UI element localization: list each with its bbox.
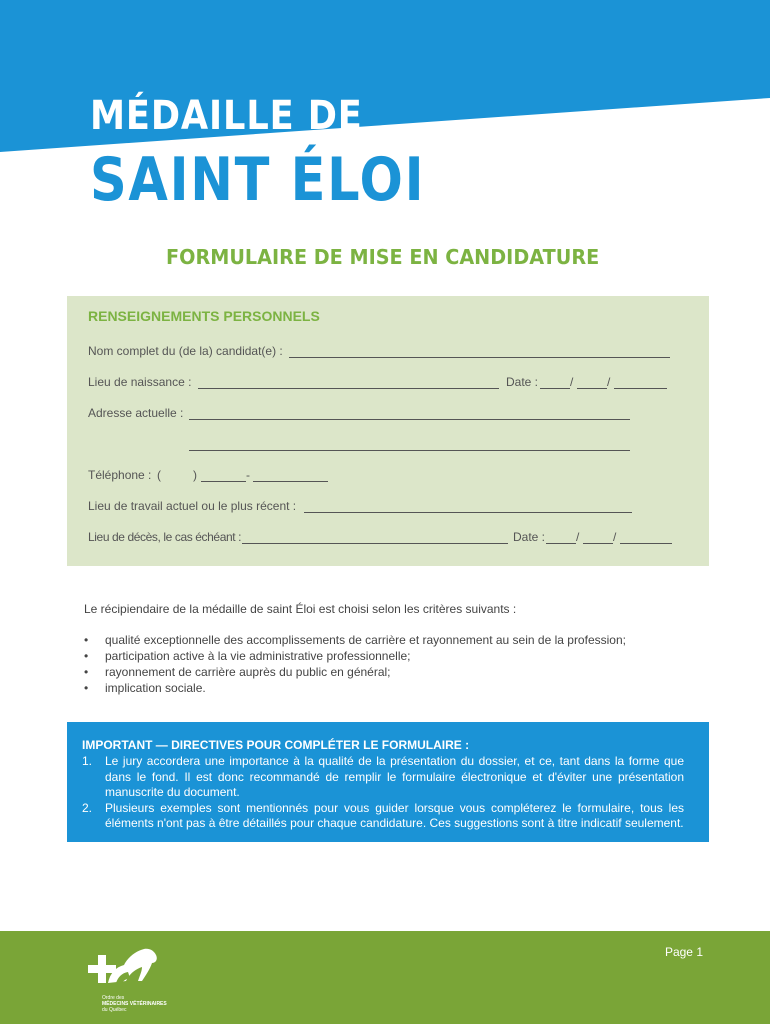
address-label: Adresse actuelle : <box>88 406 184 420</box>
list-item: • participation active à la vie administrative professionnelle; <box>84 648 626 664</box>
phone-dash: - <box>246 468 250 482</box>
birth-date-year-field[interactable] <box>614 388 667 389</box>
date-separator: / <box>576 530 580 544</box>
list-item <box>82 801 684 832</box>
death-place-field[interactable] <box>242 543 508 544</box>
death-date-year-field[interactable] <box>620 543 672 544</box>
list-item <box>82 754 684 801</box>
list-item: • qualité exceptionnelle des accomplissements de carrière et rayonnement au sein de la profession; <box>84 632 626 648</box>
important-directives-box <box>67 722 709 842</box>
logo-line-2: MÉDECINS VÉTÉRINAIRES <box>102 1001 167 1007</box>
full-name-field[interactable] <box>289 357 670 358</box>
workplace-field[interactable] <box>304 512 632 513</box>
item-text: Plusieurs exemples sont mentionnés pour vous guider lorsque vous compléterez le formulaire, tous les éléments n'ont pas à être détaillés pour chaque candidature. Ces suggestions sont à titre indicatif seulement. <box>105 800 684 830</box>
date-separator: / <box>613 530 617 544</box>
list-item: • rayonnement de carrière auprès du public en général; <box>84 664 626 680</box>
item-number: 1. <box>82 754 93 768</box>
date-separator: / <box>570 375 574 389</box>
birth-date-day-field[interactable] <box>540 388 570 389</box>
animal-cross-logo-icon <box>86 945 166 993</box>
phone-area-code-field[interactable] <box>163 481 191 482</box>
criteria-list <box>84 632 626 696</box>
logo-line-3: du Québec <box>102 1007 127 1013</box>
footer <box>0 931 770 1024</box>
death-date-day-field[interactable] <box>546 543 576 544</box>
phone-close-paren: ) <box>193 468 197 482</box>
criteria-intro: Le récipiendaire de la médaille de saint Éloi est choisi selon les critères suivants : <box>84 602 517 616</box>
page-number: Page 1 <box>664 945 703 959</box>
phone-open-paren: ( <box>157 468 161 482</box>
death-date-month-field[interactable] <box>583 543 613 544</box>
birthplace-field[interactable] <box>198 388 499 389</box>
title-line-2: SAINT ÉLOI <box>90 145 426 215</box>
birthplace-label: Lieu de naissance : <box>88 375 192 389</box>
death-date-label: Date : <box>513 530 546 544</box>
phone-number-field[interactable] <box>253 481 328 482</box>
personal-info-section <box>67 296 709 566</box>
address-field-line1[interactable] <box>189 419 630 420</box>
birth-date-label: Date : <box>506 375 539 389</box>
section-title: RENSEIGNEMENTS PERSONNELS <box>88 308 320 324</box>
form-title: FORMULAIRE DE MISE EN CANDIDATURE <box>166 245 600 269</box>
logo-text <box>102 995 167 1013</box>
item-number: 2. <box>82 800 93 815</box>
birth-date-month-field[interactable] <box>577 388 607 389</box>
important-title: IMPORTANT — DIRECTIVES POUR COMPLÉTER LE FORMULAIRE : <box>82 738 470 752</box>
workplace-label: Lieu de travail actuel ou le plus récent : <box>88 499 297 513</box>
address-field-line2[interactable] <box>189 450 630 451</box>
death-place-label: Lieu de décès, le cas échéant : <box>88 530 242 544</box>
logo-line-1: Ordre des <box>102 995 125 1001</box>
item-text: Le jury accordera une importance à la qualité de la présentation du dossier, et ce, tant dans la forme que dans le fond. Il est donc recommandé de remplir le formulaire électronique et d'éviter une présentation manuscrite du document. <box>105 754 684 799</box>
date-separator: / <box>607 375 611 389</box>
phone-prefix-field[interactable] <box>201 481 246 482</box>
omvq-logo <box>86 945 196 1015</box>
list-item: • implication sociale. <box>84 680 626 696</box>
phone-label: Téléphone : <box>88 468 152 482</box>
title-line-1: MÉDAILLE DE <box>90 93 363 139</box>
full-name-label: Nom complet du (de la) candidat(e) : <box>88 344 283 358</box>
directives-list <box>82 754 684 832</box>
